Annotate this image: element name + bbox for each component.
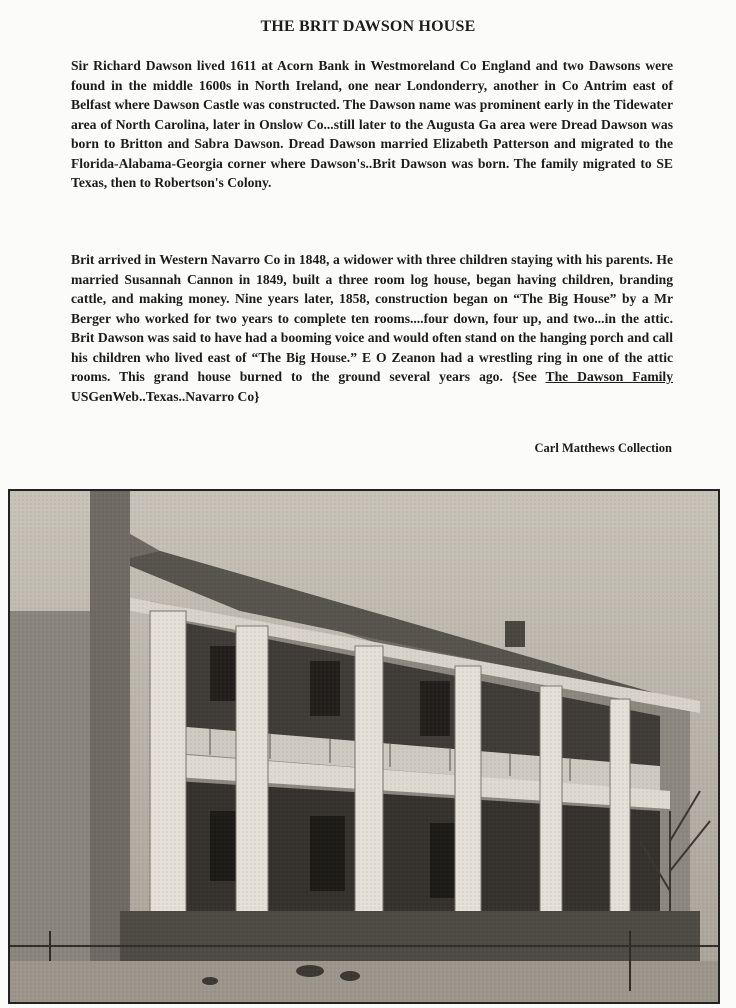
paragraph-house	[71, 250, 673, 406]
dawson-family-reference: The Dawson Family	[545, 369, 674, 384]
paragraph-house-tail: USGenWeb..Texas..Navarro Co}	[71, 388, 260, 404]
paragraph-house-text: Brit arrived in Western Navarro Co in 1848, a widower with three children staying with his parents. He married Susannah Cannon in 1849, built a three room log house, began having children, branding cattle, and making money. Nine years later, 1858, construction began on “The Big House” by a Mr Berger who worked for two years to complete ten rooms....four down, four up, and two...in the attic. Brit Dawson was said to have had a booming voice and would often stand on the hanging porch and call his children who lived east of “The Big House.” E O Zeanon had a wrestling ring in one of the attic rooms. This grand house burned to the ground several years ago. {See	[71, 252, 673, 384]
house-photograph	[8, 489, 720, 1004]
page-title: THE BRIT DAWSON HOUSE	[260, 18, 476, 35]
photo-credit: Carl Matthews Collection	[534, 441, 672, 455]
paragraph-history: Sir Richard Dawson lived 1611 at Acorn Bank in Westmoreland Co England and two Dawsons were found in the middle 1600s in North Ireland, one near Londonderry, another in Co Antrim east of Belfast where Dawson Castle was constructed. The Dawson name was prominent early in the Tidewater area of North Carolina, later in Onslow Co...still later to the Augusta Ga area were Dread Dawson was born to Britton and Sabra Dawson. Dread Dawson married Elizabeth Patterson and migrated to the Florida-Alabama-Georgia corner where Dawson's..Brit Dawson was born. The family migrated to SE Texas, then to Robertson's Colony.	[71, 58, 673, 190]
house-illustration	[10, 491, 718, 1002]
